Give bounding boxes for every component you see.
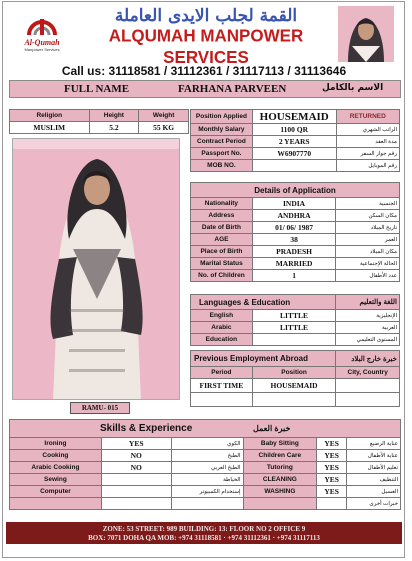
skill-arabic: الخياطة [171,474,243,486]
details-row-label: Address [191,210,253,222]
full-name-bar [9,80,401,98]
skill-arabic: عناية الرضيع [347,438,401,450]
employment-cell: FIRST TIME [191,379,253,393]
full-name-arabic-label: الاسم بالكامل [322,83,384,93]
details-row-label: Marital Status [191,258,253,270]
skill-value [317,498,347,510]
skill-arabic [171,498,243,510]
skill-arabic: الطبخ [171,450,243,462]
full-name-label: FULL NAME [64,83,130,95]
skill-value [101,498,171,510]
skill-value: NO [101,450,171,462]
returned-status: RETURNED [336,110,399,124]
skills-arabic-title: خبرة العمل [243,420,401,438]
skill-arabic: الطبخ العربي [171,462,243,474]
details-title: Details of Application [191,183,400,198]
skill-label: Cooking [10,450,102,462]
skill-value: YES [317,462,347,474]
details-row-label: AGE [191,234,253,246]
contract-row-arabic: مدة العقد [336,136,399,148]
contract-row-label: Contract Period [191,136,253,148]
skill-label: CLEANING [243,474,317,486]
height-header: Height [89,110,139,122]
employment-title: Previous Employment Abroad [191,351,336,367]
skills-table [9,419,401,510]
religion-value: MUSLIM [10,122,90,134]
language-row-label: Arabic [191,322,253,334]
contract-row-arabic: رقم جواز السفر [336,148,399,160]
skill-label [10,498,102,510]
skill-label [243,498,317,510]
employment-period-header: Period [191,367,253,379]
basic-info-table [9,109,189,134]
languages-title: Languages & Education [191,295,336,310]
skill-arabic: تعليم الأطفال [347,462,401,474]
skill-value: YES [317,438,347,450]
contract-row-value [252,160,336,172]
weight-header: Weight [139,110,189,122]
employment-cell [191,393,253,407]
skill-label: Tutoring [243,462,317,474]
skill-label: Arabic Cooking [10,462,102,474]
employment-arabic-title: خبرة خارج البلاد [336,351,400,367]
language-row-arabic: المستوى التعليمي [336,334,400,346]
logo-emblem-icon [25,9,59,39]
details-row-value: 01/ 06/ 1987 [252,222,335,234]
skill-value: YES [317,450,347,462]
footer-address [6,522,402,544]
language-row-value: LITTLE [252,322,336,334]
contract-row-label: Monthly Salary [191,124,253,136]
skill-label: WASHING [243,486,317,498]
english-company-title: ALQUMAH MANPOWER SERVICES [108,26,304,67]
skill-label: Ironing [10,438,102,450]
details-row-label: Place of Birth [191,246,253,258]
candidate-thumbnail-photo [338,6,394,62]
details-row-value: PRADESH [252,246,335,258]
employment-position-header: Position [252,367,336,379]
skills-title: Skills & Experience [10,420,244,438]
contract-row-value: 2 YEARS [252,136,336,148]
language-row-arabic: العربية [336,322,400,334]
employment-cell [336,379,400,393]
skill-value: NO [101,462,171,474]
skill-value [101,486,171,498]
reference-code: RAMU- 015 [70,402,130,414]
height-value: 5.2 [89,122,139,134]
employment-table [190,350,400,407]
language-row-arabic: الإنجليزية [336,310,400,322]
candidate-full-photo [12,138,180,400]
skill-value: YES [317,486,347,498]
skill-arabic: خبرات أخرى [347,498,401,510]
employment-cell [252,393,336,407]
letterhead [6,3,402,67]
position-table [190,109,400,172]
contract-row-arabic: رقم الموبايل [336,160,399,172]
contact-phone-numbers: Call us: 31118581 / 31112361 / 31117113 / 31113646 [61,64,347,78]
details-row-arabic: عدد الأطفال [336,270,400,282]
skill-value [101,474,171,486]
details-row-arabic: الحالة الإجتماعية [336,258,400,270]
details-row-arabic: تاريخ الميلاد [336,222,400,234]
language-row-value: LITTLE [252,310,336,322]
contract-row-value: W6907770 [252,148,336,160]
skill-arabic: الكوي [171,438,243,450]
details-row-value: 1 [252,270,335,282]
arabic-company-title: القمة لجلب الايدى العاملة [114,6,298,26]
skill-arabic: عناية الأطفال [347,450,401,462]
weight-value: 55 KG [139,122,189,134]
language-row-label: Education [191,334,253,346]
details-row-value: ANDHRA [252,210,335,222]
employment-cell [336,393,400,407]
skill-value: YES [317,474,347,486]
details-table [190,182,400,282]
language-row-label: English [191,310,253,322]
languages-table [190,294,400,346]
skill-arabic: التنظيف [347,474,401,486]
contract-row-label: MOB NO. [191,160,253,172]
details-row-value: 38 [252,234,335,246]
skill-label: Baby Sitting [243,438,317,450]
details-row-label: Date of Birth [191,222,253,234]
skill-label: Sewing [10,474,102,486]
details-row-arabic: العمر [336,234,400,246]
details-row-arabic: مكان السكن [336,210,400,222]
details-row-label: Nationality [191,198,253,210]
company-logo [14,9,70,59]
logo-brand-text: Al-Qumah [24,38,60,47]
employment-city-header: City, Country [336,367,400,379]
contract-row-label: Passport No. [191,148,253,160]
contract-row-value: 1100 QR [252,124,336,136]
footer-address-line2: BOX: 7071 DOHA QA MOB: +974 31118581 · +974 31112361 · +974 31117113 [88,534,320,542]
details-row-arabic: الجنسية [336,198,400,210]
full-name-value: FARHANA PARVEEN [178,83,287,95]
language-row-value [252,334,336,346]
languages-arabic-title: اللغة والتعليم [336,295,400,310]
contract-row-arabic: الراتب الشهري [336,124,399,136]
religion-header: Religion [10,110,90,122]
skill-label: Computer [10,486,102,498]
details-row-value: INDIA [252,198,335,210]
position-applied-label: Position Applied [191,110,253,124]
skill-arabic: الغسيل [347,486,401,498]
position-applied-value: HOUSEMAID [252,110,336,124]
logo-tagline: Manpower Services [24,47,60,52]
employment-cell: HOUSEMAID [252,379,336,393]
skill-arabic: إستخدام الكمبيوتر [171,486,243,498]
details-row-arabic: مكان الميلاد [336,246,400,258]
details-row-label: No. of Children [191,270,253,282]
skill-label: Children Care [243,450,317,462]
skill-value: YES [101,438,171,450]
details-row-value: MARRIED [252,258,335,270]
footer-address-line1: ZONE: 53 STREET: 989 BUILDING: 13: FLOOR NO 2 OFFICE 9 [102,525,306,533]
